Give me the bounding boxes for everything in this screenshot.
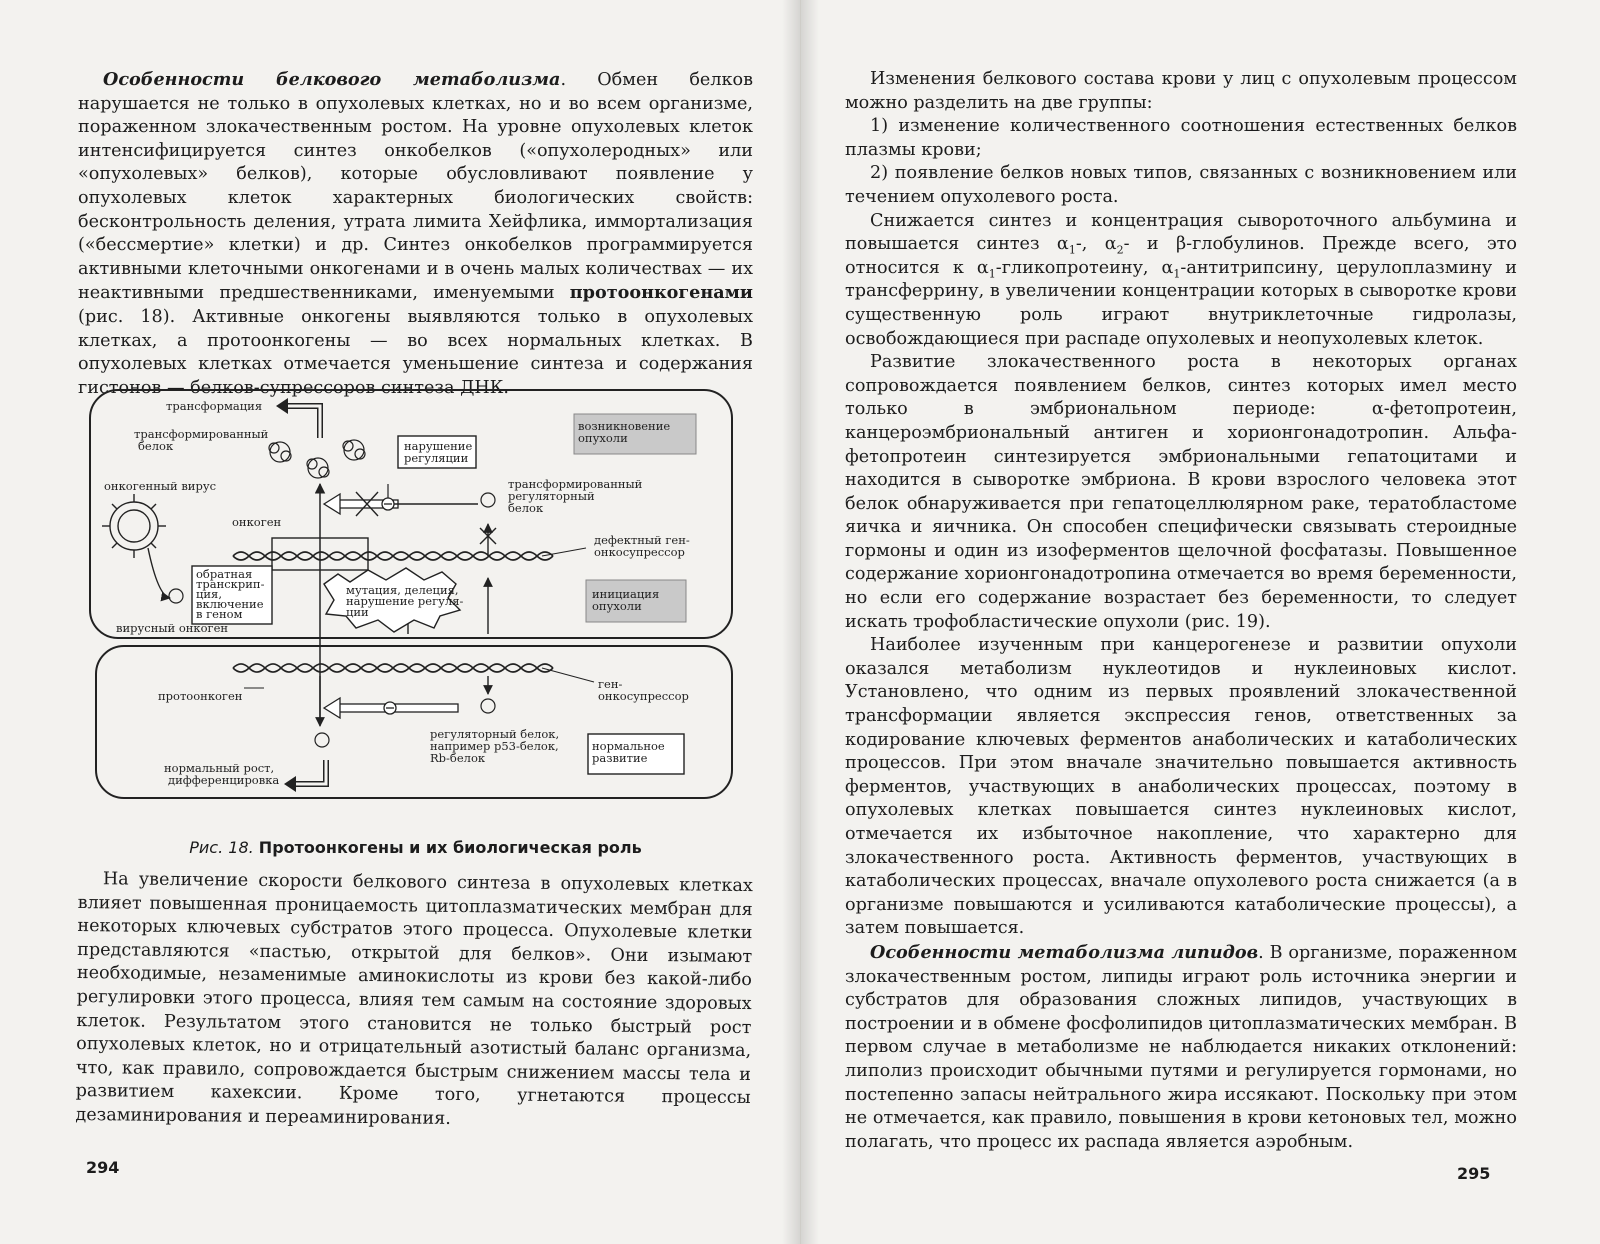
label-oncogenic-virus: онкогенный вирус bbox=[104, 479, 217, 493]
subscript: 1 bbox=[988, 267, 996, 281]
bold-term: протоонкогенами bbox=[569, 282, 753, 304]
label-rev-transcription: обратная bbox=[196, 567, 253, 581]
label-mutation: мутация, делеция, bbox=[346, 583, 459, 597]
label-transformation: трансформация bbox=[166, 399, 263, 413]
figure-18-diagram bbox=[88, 388, 748, 826]
paragraph-text: - и β-глобулинов. Прежде всего, это относится к α bbox=[845, 234, 1517, 278]
paragraph-text: (рис. 18). Активные онкогены выявляются только в опухолевых клетках, а протоонкогены — во всех нормальных клетках. В опухолевых клетках отмечается уменьшение синтеза и содержания гистонов — белков-супрессоров синтеза ДНК. bbox=[78, 306, 753, 398]
label-normal-growth: дифференцировка bbox=[168, 773, 280, 787]
figure-label: Рис. 18. bbox=[189, 838, 259, 857]
paragraph-text: . В организме, пораженном злокачественным ростом, липиды играют роль источника энергии и субстратов для образования сложных липидов, участвующих в построении и в обмене фосфолипидов цитоплазматических мембран. В первом случае в метаболизме не наблюдается никаких отклонений: липолиз происходит обычными путями и регулируется гормонами, но постепенно запасы нейтрального жира иссякают. Поскольку при этом не отмечается, как правило, повышения в крови кетоновых тел, можно полагать, что процесс их распада является аэробным. bbox=[845, 942, 1518, 1152]
section-heading: Особенности метаболизма липидов bbox=[870, 941, 1259, 963]
label-initiation: инициация bbox=[592, 587, 660, 601]
label-tumor-onset: опухоли bbox=[578, 431, 628, 445]
label-normal-growth: нормальный рост, bbox=[164, 761, 275, 775]
label-rev-transcription: транскрип- bbox=[196, 577, 265, 591]
label-regulatory-protein: регуляторный белок, bbox=[430, 727, 560, 741]
label-regulatory-protein: Rb-белок bbox=[430, 751, 486, 765]
subscript: 1 bbox=[1173, 267, 1181, 281]
label-transformed-regulatory: белок bbox=[508, 501, 544, 515]
label-transformed-regulatory: трансформированный bbox=[508, 477, 643, 491]
paragraph: Изменения белкового состава крови у лиц с опухолевым процессом можно разделить на две группы: bbox=[845, 69, 1517, 113]
label-transformed-regulatory: регуляторный bbox=[508, 489, 595, 503]
list-item: 1) изменение количественного соотношения естественных белков плазмы крови; bbox=[845, 116, 1517, 160]
label-gene-suppressor: онкосупрессор bbox=[598, 689, 689, 703]
label-mutation: нарушение регуля- bbox=[346, 594, 464, 608]
list-item: 2) появление белков новых типов, связанных с возникновением или течением опухолевого роста. bbox=[845, 163, 1517, 207]
figure-title: Протоонкогены и их биологическая роль bbox=[258, 838, 642, 857]
label-rev-transcription: включение bbox=[196, 597, 264, 611]
page-number: 295 bbox=[1457, 1164, 1491, 1183]
subscript: 1 bbox=[1068, 243, 1076, 257]
label-oncogene: онкоген bbox=[232, 515, 282, 529]
oncogenic-virus-icon bbox=[102, 494, 166, 558]
label-regulatory-protein: например р53-белок, bbox=[430, 739, 559, 753]
paragraph: Развитие злокачественного роста в некоторых органах сопровождается появлением белков, синтез которых имел место только в эмбриональном периоде: α-фетопротеин, канцероэмбриональный антиген и хорионгонадотропин. Альфа-фетопротеин синтезируется эмбриональными гепатоцитами и находится в сыворотке эмбриона. В крови взрослого человека этот белок обнаруживается при гепатоцеллюлярном раке, тератобластоме яичка и яичника. Он способен специфически связывать стероидные гормоны и один из изоферментов щелочной фосфатазы. Повышенное содержание хорионгонадотропина отмечается во время беременности, но если его содержание возрастает без беременности, то следует искать трофобластические опухоли (рис. 19). bbox=[845, 352, 1517, 632]
dna-strand-top bbox=[233, 552, 553, 560]
label-disruption: регуляции bbox=[404, 451, 469, 465]
label-normal-development: нормальное bbox=[592, 739, 665, 753]
label-protooncogene: протоонкоген bbox=[158, 689, 243, 703]
paragraph-text: -, α bbox=[1075, 234, 1117, 255]
label-rev-transcription: ция, bbox=[196, 587, 222, 601]
paragraph-text: -антитрипсину, церулоплазмину и трансферрину, в увеличении концентрации которых в сыворотке крови существенную роль играют внутриклеточные гидролазы, освобождающиеся при распаде опухолевых и неопухолевых клеток. bbox=[845, 257, 1517, 349]
right-page bbox=[801, 0, 1600, 1244]
protein-synthesis-paragraph bbox=[75, 868, 753, 1135]
label-defective-gene: онкосупрессор bbox=[594, 545, 685, 559]
figure-caption bbox=[78, 838, 753, 857]
section-heading: Особенности белкового метаболизма bbox=[103, 69, 561, 90]
label-disruption: нарушение bbox=[404, 439, 473, 453]
page-number: 294 bbox=[86, 1158, 120, 1177]
gutter-shadow bbox=[782, 0, 800, 1244]
label-mutation: ции bbox=[346, 605, 369, 619]
label-tumor-onset: возникновение bbox=[578, 419, 671, 433]
right-page-text bbox=[845, 68, 1517, 1154]
paragraph bbox=[78, 68, 753, 400]
label-gene-suppressor: ген- bbox=[598, 677, 623, 691]
label-rev-transcription: в геном bbox=[196, 607, 243, 621]
paragraph: Наиболее изученным при канцерогенезе и развитии опухоли оказался метаболизм нуклеотидов и нуклеиновых кислот. Установлено, что одним из первых проявлений злокачественной трансформации является экспрессия генов, ответственных за кодирование ключевых ферментов анаболических и катаболических процессов. При этом вначале значительно повышается активность ферментов, участвующих в анаболических процессах, поэтому в опухолевых клетках повышается синтез нуклеиновых кислот, отмечается их избыточное накопление, что характерно для злокачественного роста. Активность ферментов, участвующих в катаболических процессах, вначале опухолевого роста снижается (а в организме повышаются и усиливаются катаболические процессы), а затем повышается. bbox=[845, 635, 1517, 939]
paragraph-text: -гликопротеину, α bbox=[995, 257, 1174, 278]
paragraph: На увеличение скорости белкового синтеза в опухолевых клетках влияет повышенная проницаемость цитоплазматических мембран для некоторых ключевых субстратов этого процесса. Опухолевые клетки представляются «пастью, открытой для белков». Они изымают необходимые, незаменимые аминокислоты из крови без какой-либо регулировки этого процесса, влияя тем самым на состояние здоровых клеток. Результатом этого становится не только быстрый рост опухолевых клеток, но и отрицательный азотистый баланс организма, что, как правило, сопровождается быстрым снижением массы тела и развитием кахексии. Кроме того, угнетаются процессы дезаминирования и переаминирования. bbox=[75, 869, 753, 1129]
protein-metabolism-section bbox=[78, 68, 753, 400]
paragraph-text: . Обмен белков нарушается не только в опухолевых клетках, но и во всем организме, пораженном злокачественным ростом. На уровне опухолевых клеток интенсифицируется синтез онкобелков («опухолеродных» или «опухолевых» белков), которые обусловливают появление у опухолевых клеток характерных биологических свойств: бесконтрольность деления, утрата лимита Хейфлика, иммортализация («бессмертие» клетки) и др. Синтез онкобелков программируется активными клеточными онкогенами и в очень малых количествах — их неактивными предшественниками, именуемыми bbox=[78, 70, 753, 304]
paragraph bbox=[845, 941, 1517, 1154]
label-transformed-protein: трансформированный bbox=[134, 427, 269, 441]
label-initiation: опухоли bbox=[592, 599, 642, 613]
label-normal-development: развитие bbox=[592, 751, 648, 765]
paragraph bbox=[845, 210, 1517, 352]
dna-strand-bottom bbox=[233, 664, 553, 672]
label-viral-oncogene: вирусный онкоген bbox=[116, 621, 229, 635]
paragraph-text: Снижается синтез и концентрация сывороточного альбумина и повышается синтез α bbox=[845, 210, 1517, 255]
label-transformed-protein: белок bbox=[138, 439, 174, 453]
subscript: 2 bbox=[1116, 243, 1124, 257]
gutter-shadow bbox=[801, 0, 819, 1244]
label-defective-gene: дефектный ген- bbox=[594, 533, 690, 547]
